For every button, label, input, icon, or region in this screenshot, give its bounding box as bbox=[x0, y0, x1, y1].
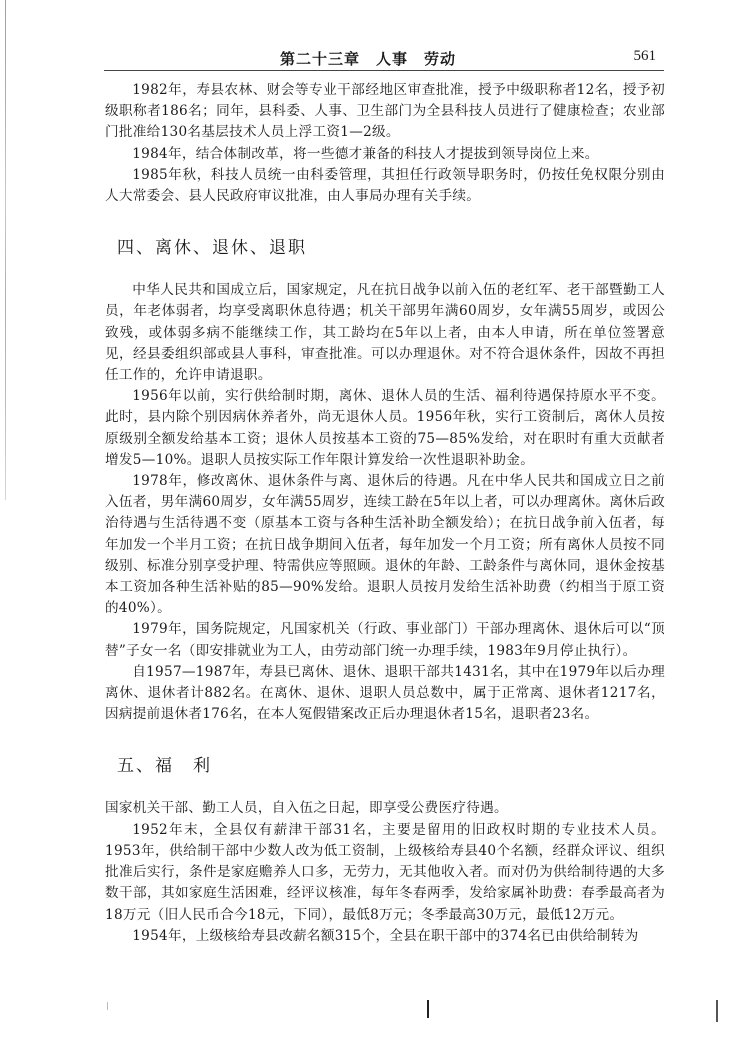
paragraph: 1979年，国务院规定，凡国家机关（行政、事业部门）干部办理离休、退休后可以“顶替”子女一名（即安排就业为工人，由劳动部门统一办理手续，1983年9月停止执行）。 bbox=[105, 621, 665, 659]
paragraph: 中华人民共和国成立后，国家规定，凡在抗日战争以前入伍的老红军、老干部暨勤工人员，年老体弱者，均享受离职休息待遇；机关干部男年满60周岁，女年满55周岁，或因公致残，或体弱多病不能继续工作，其工龄均在5年以上者，由本人申请，所在单位签署意见，经县委组织部或县人事科，审查批准。可以办理退休。对不符合退休条件，因故不再担任工作的，允许申请退职。 bbox=[105, 282, 665, 384]
header-rule bbox=[104, 70, 664, 71]
scan-bar-mark bbox=[427, 1000, 429, 1018]
paragraph: 1978年，修改离休、退休条件与离、退休后的待遇。凡在中华人民共和国成立日之前入伍者，男年满60周岁，女年满55周岁，连续工龄在5年以上者，可以办理离休。离休后政治待遇与生活待遇不变（原基本工资与各种生活补助全额发给）；在抗日战争前入伍者，每年加发一个半月工资；在抗日战争期间入伍者，每年加发一个月工资；所有离休人员按不同级别、标准分别享受护理、特需供应等照顾。退休的年龄、工龄条件与离休同，退休金按基本工资加各种生活补贴的85—90%发给。退职人员按月发给生活补助费（约相当于原工资的40%）。 bbox=[105, 473, 665, 617]
paragraph: 自1957—1987年，寿县已离休、退休、退职干部共1431名，其中在1979年以后办理离休、退休者计882名。在离休、退休、退职人员总数中，属于正常离、退休者1217名，因病提前退休者176名，在本人冤假错案改正后办理退休者15名，退职者23名。 bbox=[105, 663, 665, 723]
paragraph: 1982年，寿县农林、财会等专业干部经地区审查批准，授予中级职称者12名，授予初级职称者186名；同年，县科委、人事、卫生部门为全县科技人员进行了健康检查；农业部门批准给130名基层技术人员上浮工资1—2级。 bbox=[105, 82, 665, 141]
paragraph: 1985年秋，科技人员统一由科委管理，其担任行政领导职务时，仍按任免权限分别由人大常委会、县人民政府审议批准，由人事局办理有关手续。 bbox=[105, 166, 665, 205]
scan-edge-artifact bbox=[5, 0, 6, 500]
paragraph: 1954年，上级核给寿县改薪名额315个，全县在职干部中的374名已由供给制转为 bbox=[132, 927, 639, 944]
section-heading-retirement: 四、离休、退休、退职 bbox=[117, 238, 307, 259]
paragraph: 国家机关干部、勤工人员，自入伍之日起，即享受公费医疗待遇。 bbox=[105, 800, 508, 817]
scan-bar-mark bbox=[716, 1000, 718, 1022]
paragraph: 1956年以前，实行供给制时期，离休、退休人员的生活、福利待遇保持原水平不变。此时，县内除个别因病休养者外，尚无退休人员。1956年秋，实行工资制后，离休人员按原级别全额发给基本工资；退休人员按基本工资的75—85%发给，对在职时有重大贡献者增发5—10%。退职人员按实际工作年限计算发给一次性退职补助金。 bbox=[105, 388, 665, 468]
section-heading-welfare: 五、福 利 bbox=[117, 756, 212, 777]
page-body bbox=[105, 80, 665, 947]
chapter-title: 第二十三章 人事 劳动 bbox=[280, 50, 457, 68]
scan-speck bbox=[107, 1002, 108, 1010]
paragraph: 1984年，结合体制改革，将一些德才兼备的科技人才提拔到领导岗位上来。 bbox=[132, 145, 599, 162]
paragraph: 1952年末，全县仅有薪津干部31名，主要是留用的旧政权时期的专业技术人员。1953年，供给制干部中少数人改为低工资制，上级核给寿县40个名额，经群众评议、组织批准后实行，条件是家庭赡养人口多，无劳力，无其他收入者。而对仍为供给制待遇的大多数干部，其如家庭生活困难，经评议核准，每年冬春两季，发给家属补助费：春季最高者为18万元（旧人民币合今18元，下同），最低8万元；冬季最高30万元，最低12万元。 bbox=[105, 821, 665, 923]
running-head bbox=[104, 48, 664, 68]
page-number: 561 bbox=[633, 48, 656, 64]
scan-footer-artifacts bbox=[0, 1000, 747, 1030]
